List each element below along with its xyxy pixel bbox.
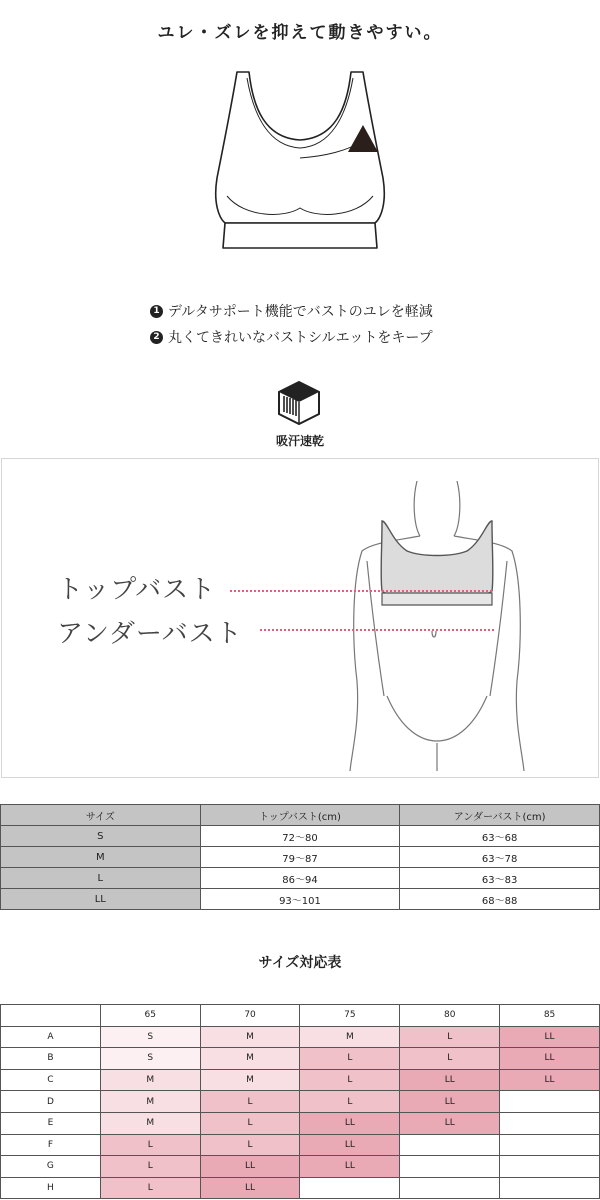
size-fit-cell: LL <box>300 1112 400 1134</box>
cup-row-header: G <box>1 1156 101 1178</box>
size-cell: L <box>1 868 201 889</box>
cup-row-header: F <box>1 1134 101 1156</box>
size-fit-cell: LL <box>300 1134 400 1156</box>
size-fit-cell: L <box>400 1026 500 1048</box>
size-fit-cell: LL <box>400 1069 500 1091</box>
sports-bra-illustration <box>205 68 395 253</box>
size-fit-cell: LL <box>500 1026 600 1048</box>
size-fit-table <box>0 1004 600 1199</box>
feature-number: 1 <box>150 305 163 318</box>
size-fit-cell: LL <box>400 1091 500 1113</box>
size-fit-cell <box>400 1134 500 1156</box>
size-fit-cell: L <box>200 1112 300 1134</box>
size-fit-cell: L <box>100 1156 200 1178</box>
size-fit-cell <box>500 1091 600 1113</box>
size-fit-cell: L <box>200 1091 300 1113</box>
top-bust-cell: 86〜94 <box>200 868 400 889</box>
size-fit-cell <box>300 1177 400 1199</box>
size-fit-cell: M <box>100 1112 200 1134</box>
top-bust-cell: 93〜101 <box>200 889 400 910</box>
size-cell: S <box>1 826 201 847</box>
table-row <box>1 1112 600 1134</box>
size-fit-cell: L <box>200 1134 300 1156</box>
feature-number: 2 <box>150 331 163 344</box>
feature-item <box>150 324 470 350</box>
cup-row-header: E <box>1 1112 101 1134</box>
top-bust-cell: 72〜80 <box>200 826 400 847</box>
size-fit-cell: LL <box>200 1156 300 1178</box>
size-fit-cell: LL <box>200 1177 300 1199</box>
size-fit-cell: L <box>300 1091 400 1113</box>
size-fit-cell: M <box>200 1026 300 1048</box>
table-row <box>1 889 600 910</box>
size-fit-cell: L <box>300 1069 400 1091</box>
size-measurement-table <box>0 804 600 910</box>
size-fit-cell <box>400 1156 500 1178</box>
top-bust-label: トップバスト <box>57 575 217 605</box>
size-fit-cell: L <box>100 1134 200 1156</box>
size-fit-cell: M <box>100 1069 200 1091</box>
header-top-bust: トップバスト(cm) <box>200 805 400 826</box>
feature-list <box>150 298 470 350</box>
under-bust-cell: 63〜68 <box>400 826 600 847</box>
size-fit-cell: LL <box>500 1048 600 1070</box>
cup-row-header: C <box>1 1069 101 1091</box>
feature-text: デルタサポート機能でバストのユレを軽減 <box>168 304 433 320</box>
top-bust-line <box>230 590 492 592</box>
size-cell: LL <box>1 889 201 910</box>
size-chart-title: サイズ対応表 <box>258 955 342 971</box>
table-row <box>1 868 600 889</box>
cup-row-header: A <box>1 1026 101 1048</box>
size-fit-cell: LL <box>500 1069 600 1091</box>
cup-row-header: D <box>1 1091 101 1113</box>
size-fit-cell: LL <box>400 1112 500 1134</box>
measurement-panel <box>1 458 599 778</box>
feature-text: 丸くてきれいなバストシルエットをキープ <box>168 330 433 346</box>
under-bust-line <box>260 629 494 631</box>
table-row <box>1 1048 600 1070</box>
size-fit-cell: M <box>100 1091 200 1113</box>
table-row <box>1 1156 600 1178</box>
feature-item <box>150 298 470 324</box>
underbust-column-header: 65 <box>100 1005 200 1027</box>
under-bust-label: アンダーバスト <box>57 619 243 649</box>
cup-row-header: B <box>1 1048 101 1070</box>
table-row <box>1 1069 600 1091</box>
size-fit-cell: S <box>100 1026 200 1048</box>
underbust-column-header: 80 <box>400 1005 500 1027</box>
size-fit-cell <box>500 1112 600 1134</box>
table-row <box>1 1134 600 1156</box>
header-size: サイズ <box>1 805 201 826</box>
corner-cell <box>1 1005 101 1027</box>
size-fit-cell <box>500 1177 600 1199</box>
under-bust-cell: 63〜83 <box>400 868 600 889</box>
size-fit-cell <box>500 1156 600 1178</box>
table-row <box>1 1026 600 1048</box>
size-fit-cell: LL <box>300 1156 400 1178</box>
header-under-bust: アンダーバスト(cm) <box>400 805 600 826</box>
underbust-column-header: 85 <box>500 1005 600 1027</box>
size-fit-cell: L <box>400 1048 500 1070</box>
table-row <box>1 1091 600 1113</box>
table-row <box>1 826 600 847</box>
quick-dry-icon <box>276 380 322 426</box>
table-row <box>1 847 600 868</box>
quick-dry-label: 吸汗速乾 <box>275 434 324 448</box>
size-cell: M <box>1 847 201 868</box>
size-fit-cell: L <box>100 1177 200 1199</box>
size-fit-cell <box>400 1177 500 1199</box>
table-row <box>1 1177 600 1199</box>
cup-row-header: H <box>1 1177 101 1199</box>
under-bust-cell: 63〜78 <box>400 847 600 868</box>
underbust-column-header: 75 <box>300 1005 400 1027</box>
size-fit-cell: M <box>200 1048 300 1070</box>
torso-illustration <box>332 481 542 771</box>
size-fit-cell: M <box>200 1069 300 1091</box>
size-fit-cell <box>500 1134 600 1156</box>
under-bust-cell: 68〜88 <box>400 889 600 910</box>
size-fit-cell: L <box>300 1048 400 1070</box>
table-header-row <box>1 805 600 826</box>
top-bust-cell: 79〜87 <box>200 847 400 868</box>
size-fit-cell: M <box>300 1026 400 1048</box>
table-header-row <box>1 1005 600 1027</box>
headline: ユレ・ズレを抑えて動きやすい。 <box>157 23 443 43</box>
underbust-column-header: 70 <box>200 1005 300 1027</box>
size-fit-cell: S <box>100 1048 200 1070</box>
